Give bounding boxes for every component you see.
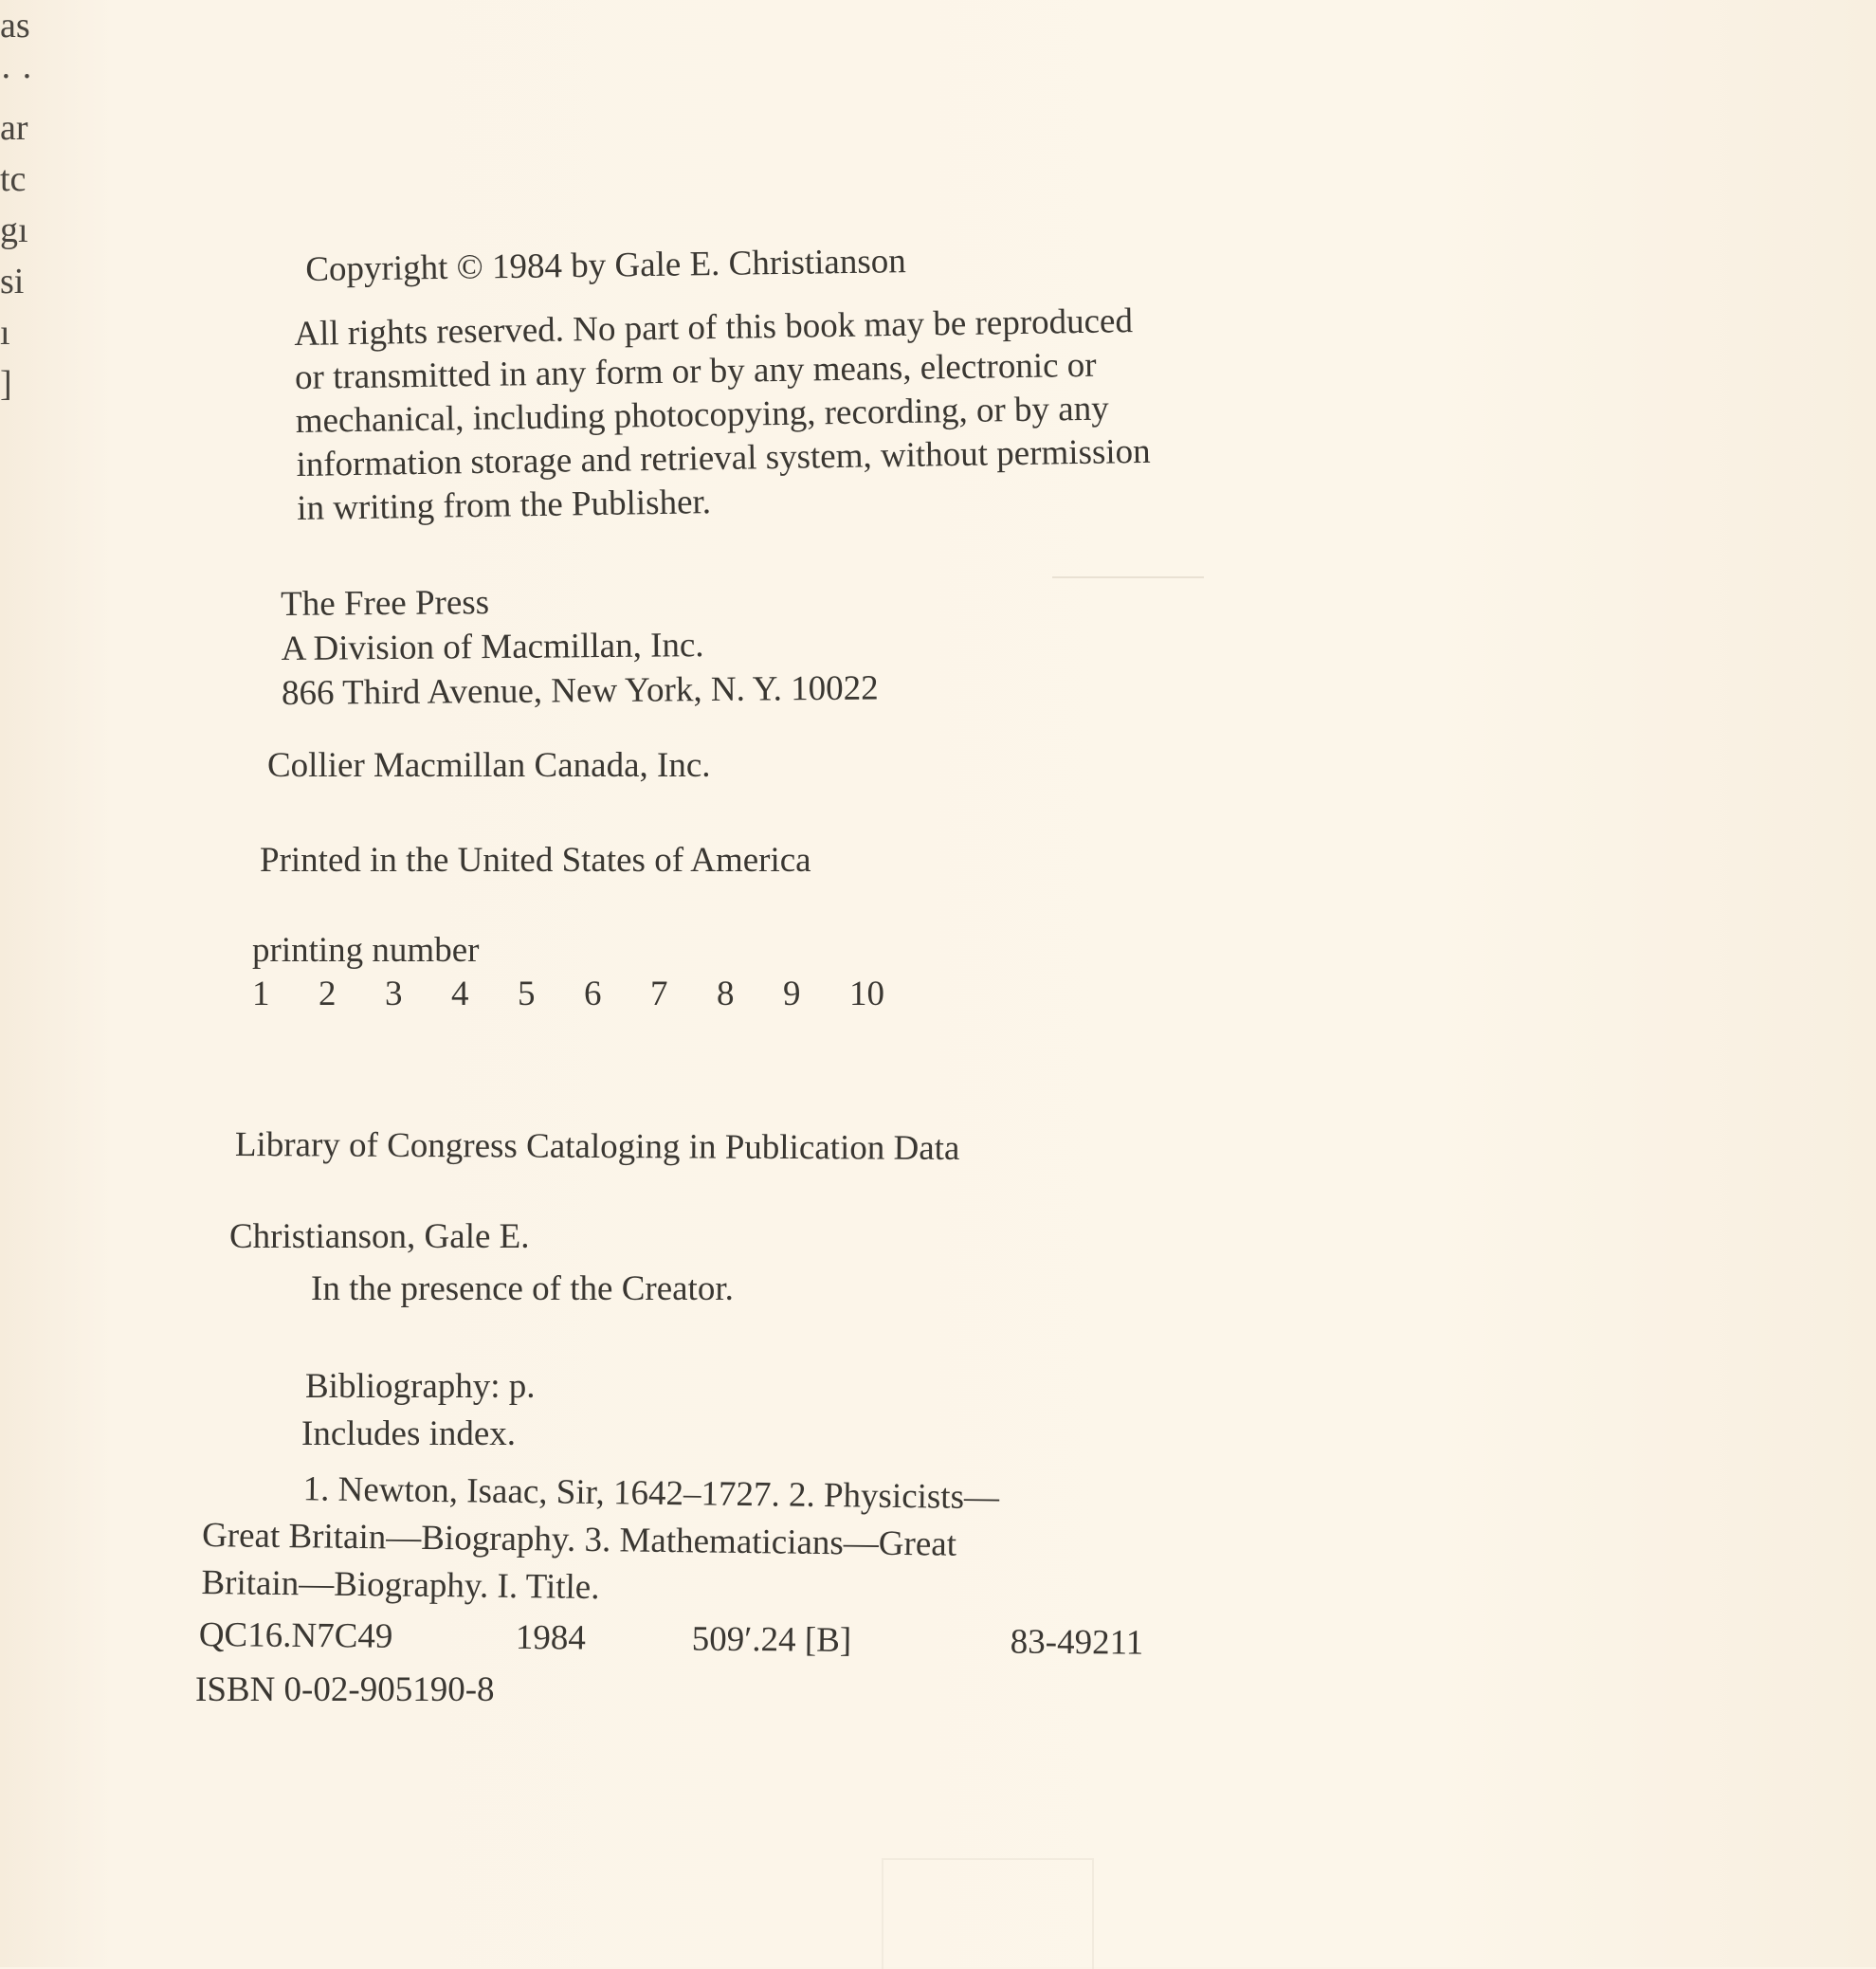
printing-digit: 3	[385, 975, 403, 1013]
cip-book-title: In the presence of the Creator.	[311, 1269, 734, 1308]
cip-bibliography: Bibliography: p.	[305, 1367, 536, 1406]
printing-digit: 8	[717, 975, 735, 1013]
edge-fragment: ]	[0, 364, 12, 404]
cip-subjects	[201, 1465, 999, 1616]
cip-subject-line: Britain—Biography. I. Title.	[201, 1562, 600, 1608]
rights-line: All rights reserved. No part of this book may be reproduced	[294, 301, 1134, 354]
edge-fragment: ı	[0, 313, 10, 353]
publisher-name: The Free Press	[281, 583, 490, 624]
rights-line: mechanical, including photocopying, recording, or by any	[295, 389, 1109, 441]
printing-digit: 7	[650, 975, 668, 1013]
printing-digit: 4	[451, 975, 469, 1013]
lccn: 83-49211	[1010, 1622, 1144, 1663]
rights-line: information storage and retrieval system, without permission	[296, 431, 1151, 484]
publisher-info	[281, 577, 879, 716]
printing-digit: 5	[518, 975, 536, 1013]
edge-fragment: gı	[0, 210, 28, 250]
printing-digit: 6	[584, 975, 602, 1013]
publisher-division: A Division of Macmillan, Inc.	[281, 626, 704, 668]
cip-classification	[199, 1613, 1144, 1666]
publisher-address: 866 Third Avenue, New York, N. Y. 10022	[281, 668, 879, 713]
call-number: QC16.N7C49	[198, 1614, 393, 1656]
dewey-number: 509′.24 [B]	[691, 1619, 852, 1661]
edge-fragment: tc	[0, 159, 27, 199]
printing-number-list	[252, 973, 916, 1016]
cip-heading: Library of Congress Cataloging in Publication Data	[234, 1125, 960, 1169]
printing-digit: 1	[252, 975, 270, 1013]
printing-number	[252, 929, 916, 1016]
cip-subject-line: Great Britain—Biography. 3. Mathematicians—Great	[201, 1515, 957, 1564]
isbn: ISBN 0-02-905190-8	[195, 1670, 495, 1709]
adjacent-page-edge	[0, 0, 46, 404]
printing-digit: 9	[783, 975, 801, 1013]
show-through-mark	[882, 1858, 1094, 1969]
show-through-rule	[1052, 576, 1204, 578]
printing-label: printing number	[252, 931, 480, 970]
edge-fragment: as	[0, 6, 30, 46]
printed-in: Printed in the United States of America	[260, 841, 811, 880]
call-year: 1984	[515, 1617, 586, 1658]
edge-fragment: · ·	[0, 57, 33, 97]
rights-notice	[294, 300, 1152, 531]
cip-subject-line: 1. Newton, Isaac, Sir, 1642–1727. 2. Physicists—	[302, 1469, 1000, 1518]
printing-digit: 2	[319, 975, 337, 1013]
canada-publisher: Collier Macmillan Canada, Inc.	[267, 746, 711, 785]
cip-author: Christianson, Gale E.	[229, 1217, 530, 1256]
printing-digit: 10	[849, 975, 884, 1013]
rights-line: or transmitted in any form or by any means, electronic or	[294, 345, 1097, 397]
copyright-line: Copyright © 1984 by Gale E. Christianson	[305, 242, 906, 289]
cip-index-note: Includes index.	[301, 1414, 517, 1453]
rights-line: in writing from the Publisher.	[296, 483, 712, 528]
edge-fragment: si	[0, 262, 25, 301]
edge-fragment: ar	[0, 108, 28, 148]
